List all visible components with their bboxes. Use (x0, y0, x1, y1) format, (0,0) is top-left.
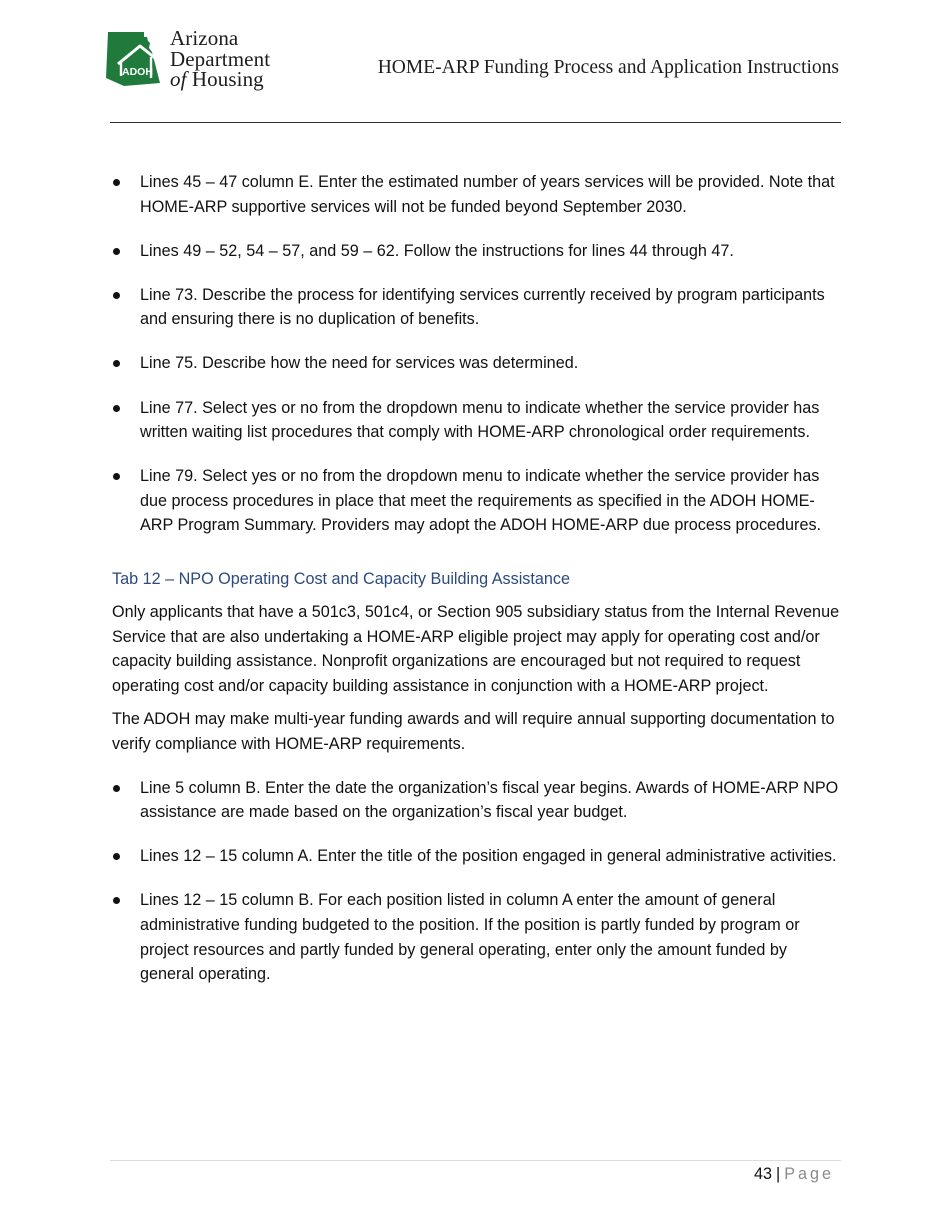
page-number: 43 (753, 1165, 772, 1183)
list-item-text: Lines 45 – 47 column E. Enter the estimated number of years services will be provided. Note that HOME-ARP supportive services will not be funded beyond September 2030. (140, 173, 835, 216)
logo-wordmark (170, 28, 270, 90)
list-item (112, 396, 842, 445)
document-title: HOME-ARP Funding Process and Application Instructions (377, 57, 839, 78)
bullet-icon (113, 473, 120, 480)
logo-line-arizona: Arizona (170, 26, 239, 50)
logo-housing: Housing (186, 67, 264, 91)
section-heading-tab12: Tab 12 – NPO Operating Cost and Capacity Building Assistance (112, 570, 570, 589)
list-item (112, 776, 842, 825)
page-body (112, 170, 842, 987)
list-item-text: Lines 12 – 15 column A. Enter the title of the position engaged in general administrative activities. (140, 847, 837, 866)
bullet-icon (113, 248, 120, 255)
adoh-logo (104, 28, 284, 92)
list-item (112, 844, 842, 869)
list-item-text: Line 73. Describe the process for identifying services currently received by program participants and ensuring there is no duplication of benefits. (140, 285, 825, 329)
bullet-icon (113, 897, 120, 904)
bullet-icon (113, 405, 120, 412)
list-item (112, 464, 842, 538)
bullet-icon (113, 853, 120, 860)
list-item-text: Line 75. Describe how the need for services was determined. (140, 354, 579, 373)
list-item (112, 888, 842, 986)
list-item (112, 283, 842, 332)
list-item (112, 170, 842, 219)
header-divider (110, 122, 841, 123)
list-item-text: Lines 49 – 52, 54 – 57, and 59 – 62. Follow the instructions for lines 44 through 47. (140, 241, 734, 260)
logo-badge-text: ADOH (122, 66, 153, 78)
bullet-icon (113, 785, 120, 792)
arizona-state-house-icon (104, 28, 162, 88)
list-item (112, 351, 842, 376)
section-paragraph: The ADOH may make multi-year funding awards and will require annual supporting documentation to verify compliance with HOME-ARP requirements. (112, 710, 835, 753)
logo-line-department: Department (170, 46, 271, 71)
instruction-list-tab12 (112, 776, 842, 987)
list-item-text: Line 77. Select yes or no from the dropdown menu to indicate whether the service provider has written waiting list procedures that comply with HOME-ARP chronological order requirements. (140, 398, 820, 442)
bullet-icon (113, 360, 120, 367)
list-item-text: Line 79. Select yes or no from the dropdown menu to indicate whether the service provider has due process procedures in place that meet the requirements as specified in the ADOH HOME-ARP Program Summary. Providers may adopt the ADOH HOME-ARP due process procedures. (140, 467, 822, 535)
bullet-icon (113, 292, 120, 299)
instruction-list-tab11 (112, 170, 842, 538)
bullet-icon (113, 179, 120, 186)
page-header (0, 0, 950, 124)
footer-divider (110, 1160, 841, 1161)
list-item-text: Lines 12 – 15 column B. For each position listed in column A enter the amount of general administrative funding budgeted to the position. If the position is partly funded by program or project resources and partly funded by general operating, enter only the amount funded by general operating. (140, 891, 800, 984)
page-label: Page (784, 1165, 834, 1183)
list-item (112, 239, 842, 264)
footer-separator: | (775, 1165, 781, 1183)
logo-of: of (170, 67, 187, 91)
page-footer (754, 1163, 834, 1185)
section-paragraph: Only applicants that have a 501c3, 501c4, or Section 905 subsidiary status from the Internal Revenue Service that are also undertaking a HOME-ARP eligible project may apply for operating cost and/or capacity building assistance. Nonprofit organizations are encouraged but not required to request operating cost and/or capacity building assistance in conjunction with a HOME-ARP project. (112, 603, 840, 695)
logo-line-housing (170, 69, 270, 90)
list-item-text: Line 5 column B. Enter the date the organization’s fiscal year begins. Awards of HOME-ARP NPO assistance are made based on the organization’s fiscal year budget. (140, 778, 839, 822)
